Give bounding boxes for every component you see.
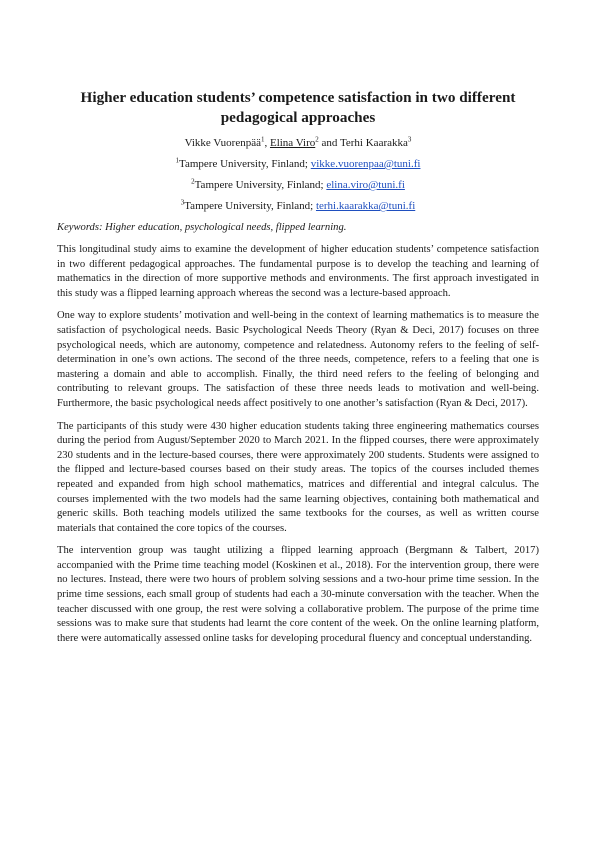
affiliation-line — [57, 179, 539, 192]
body-paragraph: This longitudinal study aims to examine the development of higher education students’ competence satisfaction in two different pedagogical approaches. The fundamental purpose is to develop the teaching and learning of mathematics in the direction of more supportive methods and environments. The first approach investigated in this study was a flipped learning approach whereas the second was a lecture-based approach. — [57, 244, 539, 299]
body-paragraph: The intervention group was taught utilizing a flipped learning approach (Bergmann & Talbert, 2017) accompanied with the Prime time teaching model (Koskinen et al., 2018). For the intervention group, there were no lectures. Instead, there were two hours of problem solving sessions and a two-hour prime time session. In the prime time sessions, each small group of students had each a 30-minute conversation with the teacher. When the teacher discussed with one group, the rest were solving a collaborative problem. The purpose of the prime time sessions was to make sure that students had learnt the core content of the week. On the online learning platform, there were automatically assessed online tasks for developing procedural fluency and conceptual understanding. — [57, 545, 539, 644]
paper-page — [57, 88, 539, 654]
author-affiliation-mark: 2 — [315, 135, 319, 144]
author-name: Terhi Kaarakka — [339, 137, 408, 149]
author-separator: and — [318, 137, 340, 149]
email-link[interactable]: vikke.vuorenpaa@tuni.fi — [310, 158, 421, 170]
keywords-line: Keywords: Higher education, psychological needs, flipped learning. — [57, 222, 347, 233]
affiliation-line — [57, 158, 539, 171]
email-link[interactable]: terhi.kaarakka@tuni.fi — [315, 200, 416, 212]
affiliation-text: Tampere University, Finland; — [179, 158, 311, 170]
author-name-presenting: Elina Viro — [269, 137, 316, 149]
author-separator: , — [264, 137, 270, 149]
author-affiliation-mark: 3 — [407, 135, 412, 144]
affiliation-mark: 2 — [191, 177, 195, 186]
author-name: Vikke Vuorenpää — [184, 137, 261, 149]
affiliation-text: Tampere University, Finland; — [194, 179, 327, 191]
affiliation-text: Tampere University, Finland; — [184, 200, 316, 212]
body-paragraph: One way to explore students’ motivation and well-being in the context of learning mathematics is to measure the satisfaction of psychological needs. Basic Psychological Needs Theory (Ryan & Deci, 2017) focuses on three psychological needs, which are autonomy, competence and relatedness. Autonomy refers to the feeling of self-determination in one’s own actions. The second of the three needs, competence, refers to a feeling that one is mastering a domain and able to accomplish. Finally, the third need refers to the feeling of belonging and contributing to relevant groups. The satisfaction of these three needs leads to motivation and well-being. Furthermore, the basic psychological needs affect positively to one another’s satisfaction (Ryan & Deci, 2017). — [57, 310, 539, 409]
paper-title: Higher education students’ competence satisfaction in two different pedagogical approaches — [80, 89, 516, 126]
author-line — [57, 137, 539, 150]
affiliation-line — [57, 200, 539, 213]
affiliation-mark: 3 — [180, 198, 185, 207]
author-affiliation-mark: 1 — [260, 135, 265, 144]
body-paragraph: The participants of this study were 430 higher education students taking three engineering mathematics courses during the period from August/September 2020 to March 2021. In the flipped courses, there were approximately 230 students and in the lecture-based courses, there were approximately 200 students. Students were assigned to the flipped and lecture-based courses based on their study areas. The topics of the courses included themes repeated and expanded from high school mathematics, matrices and differential and integral calculus. The courses implemented with the two models had the same learning objectives, containing both mathematical and generic skills. Both teaching models utilized the same textbooks for the courses, as well as written course materials that contained the core topics of the courses. — [57, 420, 539, 534]
email-link[interactable]: elina.viro@tuni.fi — [326, 179, 405, 191]
affiliation-mark: 1 — [175, 156, 180, 165]
